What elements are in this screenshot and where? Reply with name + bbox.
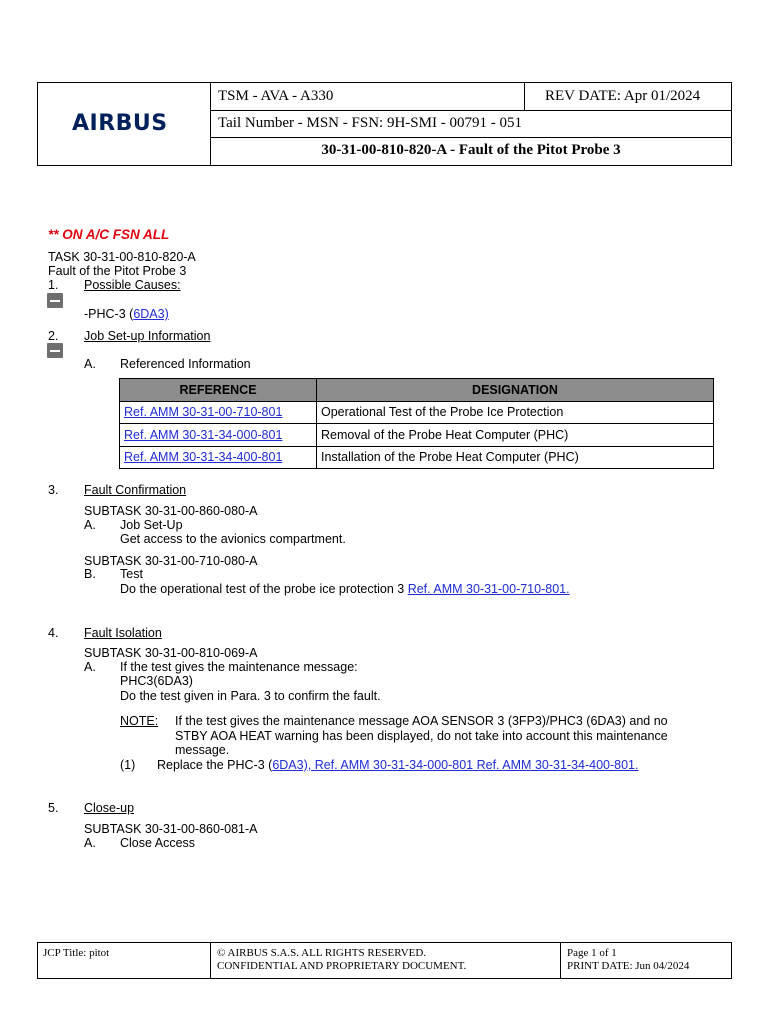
isolation-text: If the test gives the maintenance message:: [120, 660, 358, 674]
section-title-possible-causes: Possible Causes:: [84, 278, 181, 292]
confidential-line: CONFIDENTIAL AND PROPRIETARY DOCUMENT.: [217, 960, 467, 972]
close-access-title: Close Access: [120, 836, 196, 850]
job-setup-text: Get access to the avionics compartment.: [120, 532, 346, 546]
designation-cell: Installation of the Probe Heat Computer (PHC): [317, 446, 714, 469]
document-footer: [37, 942, 732, 979]
section-number: 4.: [48, 626, 59, 640]
header-row-line: [211, 110, 731, 111]
test-reference-link[interactable]: Ref. AMM 30-31-00-710-801.: [407, 582, 570, 596]
subtask-number: SUBTASK 30-31-00-860-080-A: [84, 504, 258, 518]
task-number: TASK 30-31-00-810-820-A: [48, 250, 196, 264]
designation-cell: Removal of the Probe Heat Computer (PHC): [317, 424, 714, 447]
isolation-instruction: Do the test given in Para. 3 to confirm the fault.: [120, 689, 381, 703]
footer-divider: [210, 943, 211, 978]
header-divider: [524, 83, 525, 111]
reference-table: [119, 378, 714, 469]
footer-jcp-title: JCP Title: pitot: [43, 947, 110, 959]
sub-letter: A.: [84, 836, 96, 850]
cause-link[interactable]: 6DA3): [133, 307, 169, 321]
task-title: Fault of the Pitot Probe 3: [48, 264, 187, 278]
reference-link[interactable]: Ref. AMM 30-31-00-710-801: [124, 405, 283, 420]
table-row: [120, 446, 714, 469]
section-title-fault-confirmation: Fault Confirmation: [84, 483, 187, 497]
section-number: 1.: [48, 278, 59, 292]
document-title: 30-31-00-810-820-A - Fault of the Pitot Probe 3: [321, 142, 621, 158]
manual-label: TSM - AVA - A330: [218, 88, 334, 104]
maintenance-message: PHC3(6DA3): [120, 674, 193, 688]
section-number: 5.: [48, 801, 59, 815]
sub-letter: A.: [84, 518, 96, 532]
note-line: message.: [175, 743, 230, 757]
collapse-icon[interactable]: [47, 293, 63, 308]
possible-cause: [84, 307, 169, 321]
column-header-designation: DESIGNATION: [317, 379, 714, 402]
cause-text: -PHC-3 (: [84, 307, 134, 321]
tail-number: Tail Number - MSN - FSN: 9H-SMI - 00791 - 051: [218, 115, 522, 131]
section-title-fault-isolation: Fault Isolation: [84, 626, 162, 640]
table-row: [120, 424, 714, 447]
header-row-line: [211, 137, 731, 138]
section-title-job-setup: Job Set-up Information: [84, 329, 211, 343]
footer-page-info: [562, 943, 732, 978]
table-row: [120, 401, 714, 424]
subtask-number: SUBTASK 30-31-00-710-080-A: [84, 554, 258, 568]
column-header-reference: REFERENCE: [120, 379, 317, 402]
rev-date: REV DATE: Apr 01/2024: [545, 88, 701, 104]
footer-divider: [560, 943, 561, 978]
referenced-information-title: Referenced Information: [120, 357, 251, 371]
section-number: 3.: [48, 483, 59, 497]
replace-step: [157, 758, 638, 772]
sub-letter: A.: [84, 357, 96, 371]
subtask-number: SUBTASK 30-31-00-810-069-A: [84, 646, 258, 660]
section-title-close-up: Close-up: [84, 801, 135, 815]
print-date: PRINT DATE: Jun 04/2024: [567, 960, 690, 972]
footer-copyright: [212, 943, 560, 978]
subtask-number: SUBTASK 30-31-00-860-081-A: [84, 822, 258, 836]
replace-step-link[interactable]: 6DA3), Ref. AMM 30-31-34-000-801 Ref. AMM 30-31-34-400-801.: [272, 758, 639, 772]
designation-cell: Operational Test of the Probe Ice Protection: [317, 401, 714, 424]
test-text: [120, 582, 570, 596]
airbus-logo: AIRBUS: [72, 111, 168, 136]
test-title: Test: [120, 567, 143, 581]
table-header-row: [120, 379, 714, 402]
document-header: [37, 82, 732, 166]
note-label: NOTE:: [120, 714, 159, 728]
job-setup-title: Job Set-Up: [120, 518, 183, 532]
reference-link[interactable]: Ref. AMM 30-31-34-000-801: [124, 427, 283, 442]
reference-link[interactable]: Ref. AMM 30-31-34-400-801: [124, 450, 283, 465]
sub-letter: B.: [84, 567, 96, 581]
page-number: Page 1 of 1: [567, 947, 617, 959]
collapse-icon[interactable]: [47, 343, 63, 358]
sub-letter: A.: [84, 660, 96, 674]
replace-step-text: Replace the PHC-3 (: [157, 758, 273, 772]
test-instruction: Do the operational test of the probe ice protection 3: [120, 582, 408, 596]
step-number: (1): [120, 758, 136, 772]
section-number: 2.: [48, 329, 59, 343]
copyright-line: © AIRBUS S.A.S. ALL RIGHTS RESERVED.: [217, 947, 427, 959]
note-line: If the test gives the maintenance message AOA SENSOR 3 (3FP3)/PHC3 (6DA3) and no: [175, 714, 668, 728]
effectivity-label: ** ON A/C FSN ALL: [48, 227, 170, 242]
note-line: STBY AOA HEAT warning has been displayed, do not take into account this maintenance: [175, 729, 668, 743]
logo-cell: [38, 83, 211, 165]
